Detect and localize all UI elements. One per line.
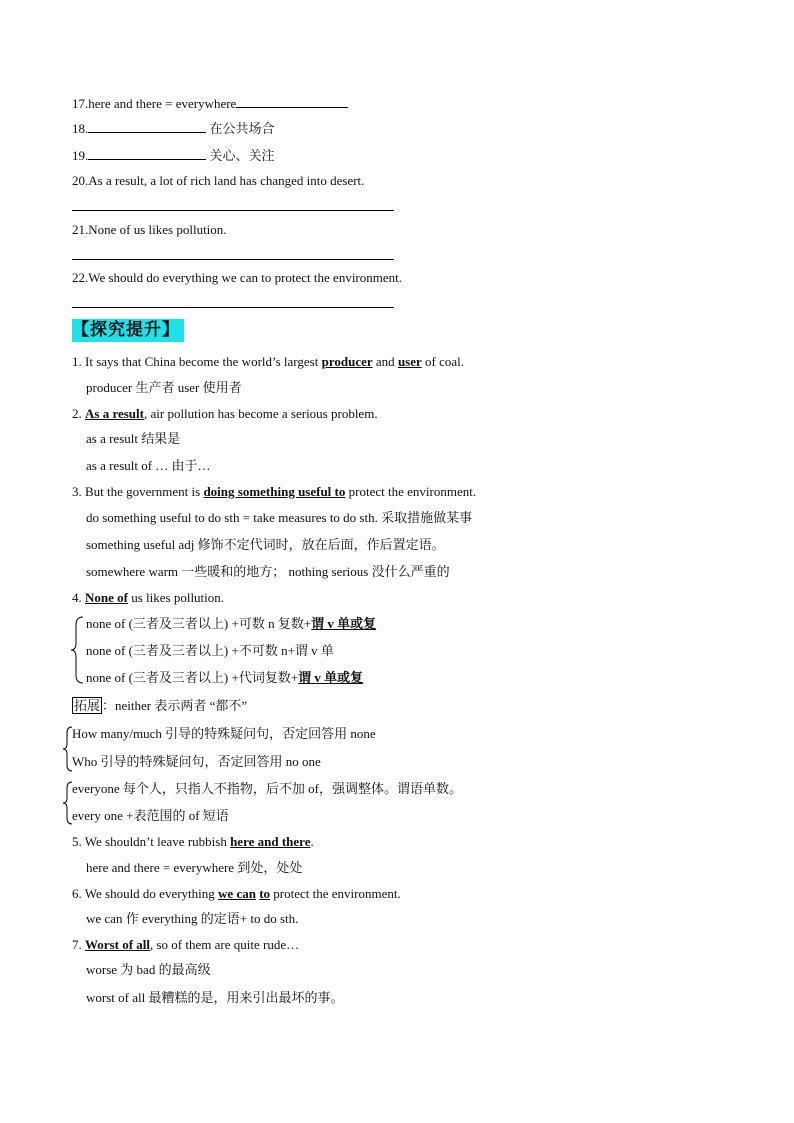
extension-note-3: everyone 每个人，只指人不指物，后不加 of，强调整体。谓语单数。: [72, 781, 462, 796]
text: 3. But the government is: [72, 484, 204, 499]
key-phrase: None of: [85, 590, 128, 605]
point-7-note-2: worst of all 最糟糕的是，用来引出最坏的事。: [86, 990, 344, 1005]
key-phrase: 谓 v 单或复: [298, 670, 364, 685]
point-4-rule-2: none of (三者及三者以上) +不可数 n+谓 v 单: [86, 643, 334, 658]
text: 7.: [72, 937, 85, 952]
text: 4.: [72, 590, 85, 605]
text: 2.: [72, 406, 85, 421]
exercise-22: 22.We should do everything we can to protect the environment.: [72, 270, 403, 285]
extension-note-4: every one +表范围的 of 短语: [72, 808, 229, 823]
point-2-note-2: as a result of … 由于…: [86, 458, 211, 473]
extension-note-2: Who 引导的特殊疑问句，否定回答用 no one: [72, 754, 321, 769]
point-5-note: here and there = everywhere 到处，处处: [86, 860, 303, 875]
key-phrase: user: [397, 354, 422, 369]
exercise-21: 21.None of us likes pollution.: [72, 222, 227, 237]
point-2: [72, 405, 378, 423]
exercise-18-hint: 在公共场合: [209, 121, 275, 136]
exercise-18-number: 18.: [72, 121, 89, 136]
text: of coal.: [421, 354, 465, 369]
text: , so of them are quite rude…: [150, 937, 300, 952]
brace-icon: [70, 615, 86, 685]
text: none of (三者及三者以上) +可数 n 复数+: [86, 616, 312, 631]
text: .: [310, 834, 314, 849]
extension: [72, 697, 247, 715]
text: and: [372, 354, 398, 369]
key-phrase: to: [259, 886, 271, 901]
text: none of (三者及三者以上) +代词复数+: [86, 670, 299, 685]
point-5: [72, 833, 314, 851]
exercise-17: [72, 94, 348, 113]
text: protect the environment.: [270, 886, 401, 901]
point-1-note: producer 生产者 user 使用者: [86, 380, 242, 395]
exercise-19: [72, 146, 275, 165]
point-3: [72, 483, 476, 501]
key-phrase: As a result: [85, 406, 144, 421]
answer-blank[interactable]: [88, 119, 206, 133]
extension-note-1: How many/much 引导的特殊疑问句，否定回答用 none: [72, 726, 376, 741]
answer-line[interactable]: [72, 307, 394, 308]
text: , air pollution has become a serious problem.: [143, 406, 378, 421]
section-heading: 【探究提升】: [72, 319, 184, 342]
point-7: [72, 936, 299, 954]
exercise-19-hint: 关心、关注: [209, 148, 275, 163]
exercise-17-text: 17.here and there = everywhere: [72, 96, 237, 111]
answer-blank[interactable]: [88, 146, 206, 160]
point-2-note-1: as a result 结果是: [86, 431, 181, 446]
point-3-note-1: do something useful to do sth = take measures to do sth. 采取措施做某事: [86, 510, 473, 525]
point-4-rule-3: [86, 669, 363, 687]
text: 5. We shouldn’t leave rubbish: [72, 834, 231, 849]
text: us likes pollution.: [127, 590, 225, 605]
point-1: [72, 353, 464, 371]
answer-line[interactable]: [72, 259, 394, 260]
key-phrase: here and there: [230, 834, 311, 849]
point-6-note: we can 作 everything 的定语+ to do sth.: [86, 911, 299, 926]
text: protect the environment.: [345, 484, 477, 499]
key-phrase: 谓 v 单或复: [311, 616, 377, 631]
point-6: [72, 885, 401, 903]
exercise-18: [72, 119, 275, 138]
point-4: [72, 589, 224, 607]
key-phrase: Worst of all: [85, 937, 150, 952]
key-phrase: we can: [218, 886, 256, 901]
answer-line[interactable]: [72, 210, 394, 211]
text: ：neither 表示两者 “都不”: [102, 698, 248, 713]
exercise-20: 20.As a result, a lot of rich land has changed into desert.: [72, 173, 365, 188]
point-7-note-1: worse 为 bad 的最高级: [86, 962, 211, 977]
point-3-note-3: somewhere warm 一些暖和的地方； nothing serious 没什么严重的: [86, 564, 450, 579]
point-3-note-2: something useful adj 修饰不定代词时，放在后面，作后置定语。: [86, 537, 445, 552]
point-4-rule-1: [86, 615, 376, 633]
answer-blank[interactable]: [236, 94, 348, 108]
text: 1. It says that China become the world’s largest: [72, 354, 322, 369]
exercise-19-number: 19.: [72, 148, 89, 163]
extension-label: 拓展: [74, 698, 101, 713]
text: 6. We should do everything: [72, 886, 219, 901]
key-phrase: producer: [321, 354, 373, 369]
key-phrase: doing something useful to: [203, 484, 346, 499]
